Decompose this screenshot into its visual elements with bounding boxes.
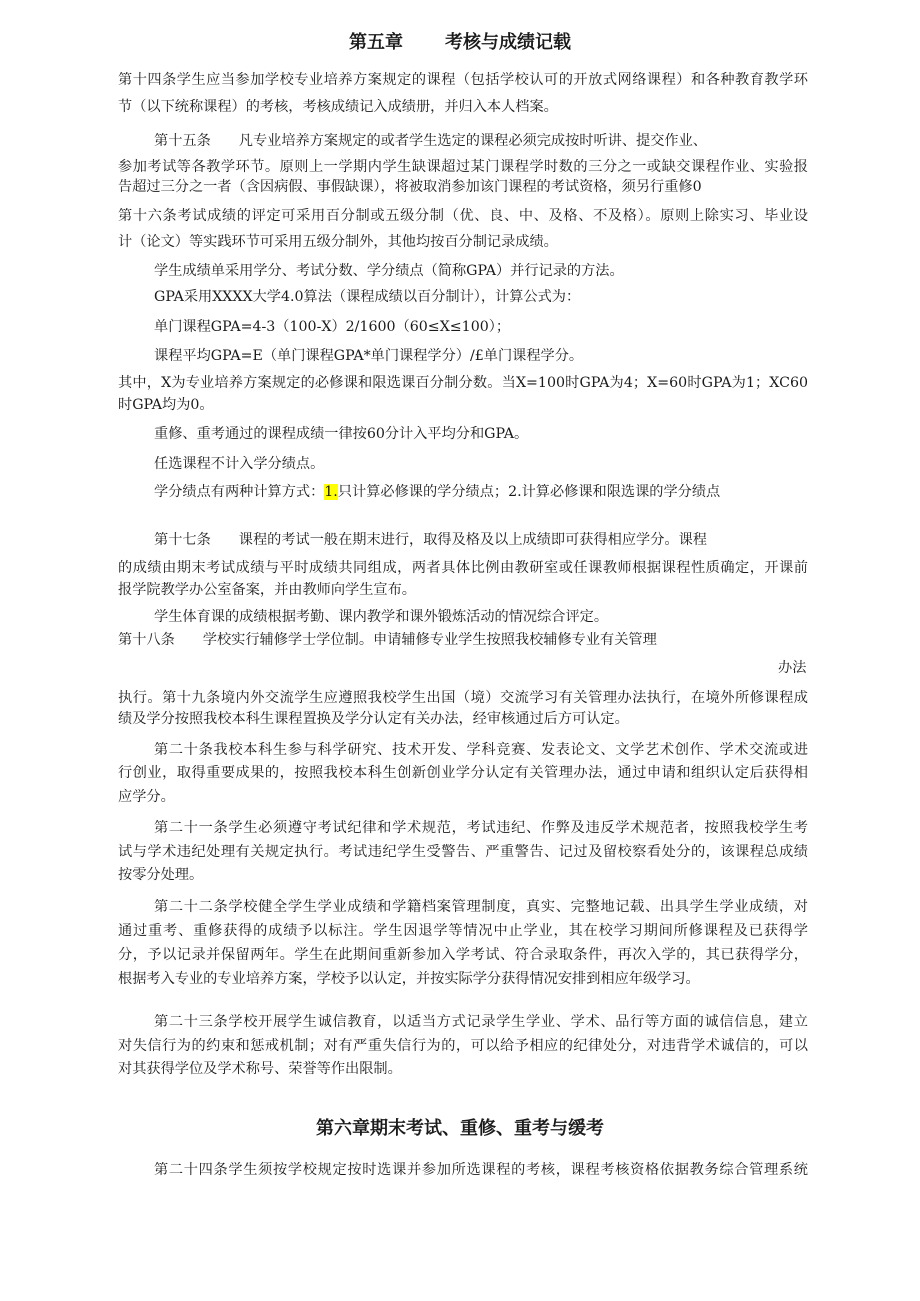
article-22-line-3: 分，予以记录并保留两年。学生在此期间重新参加入学考试、符合录取条件，再次入学的，其已获得学分， [118, 947, 808, 963]
article-15-text: 凡专业培养方案规定的或者学生选定的课程必须完成按时听讲、提交作业、 [238, 133, 707, 149]
chapter5-heading [0, 28, 920, 54]
article-16-line-4: GPA采用XXXX大学4.0算法（课程成绩以百分制计），计算公式为： [154, 289, 581, 305]
gpa-methods: 只计算必修课的学分绩点；2.计算必修课和限选课的学分绩点 [337, 484, 721, 500]
article-20-line-1: 第二十条我校本科生参与科学研究、技术开发、学科竞赛、发表论文、文学艺术创作、学术交流或进 [154, 742, 808, 758]
article-22-line-4: 根据考入专业的专业培养方案，学校予以认定，并按实际学分获得情况安排到相应年级学习。 [118, 971, 700, 987]
article-22-line-2: 通过重考、重修获得的成绩予以标注。学生因退学等情况中止学业，其在校学习期间所修课程及已获得学 [118, 923, 808, 939]
article-19-line-1: 执行。第十九条境内外交流学生应遵照我校学生出国（境）交流学习有关管理办法执行，在境外所修课程成 [118, 690, 808, 706]
article-15-line-3: 告超过三分之一者（含因病假、事假缺课），将被取消参加该门课程的考试资格，须另行重修0 [118, 179, 702, 195]
article-14-line-2: 节（以下统称课程）的考核，考核成绩记入成绩册，并归入本人档案。 [118, 99, 558, 115]
article-16-line-2: 计（论文）等实践环节可采用五级分制外，其他均按百分制记录成绩。 [118, 234, 558, 250]
article-21-line-3: 按零分处理。 [118, 867, 204, 883]
article-16-line-9: 重修、重考通过的课程成绩一律按60分计入平均分和GPA。 [154, 426, 529, 442]
article-16-line-11 [154, 482, 720, 502]
article-17-line-4: 学生体育课的成绩根据考勤、课内教学和课外锻炼活动的情况综合评定。 [154, 609, 609, 625]
article-16-line-10: 任选课程不计入学分绩点。 [154, 456, 325, 472]
article-18-number: 第十八条 [118, 632, 175, 648]
article-18-text: 学校实行辅修学士学位制。申请辅修专业学生按照我校辅修专业有关管理 [202, 632, 657, 648]
article-22-line-1: 第二十二条学校健全学生学业成绩和学籍档案管理制度，真实、完整地记载、出具学生学业成绩，对 [154, 899, 808, 915]
article-15-line-1 [154, 131, 707, 151]
chapter5-title: 考核与成绩记载 [445, 32, 571, 53]
article-23-line-1: 第二十三条学校开展学生诚信教育，以适当方式记录学生学业、学术、品行等方面的诚信信息，建立 [154, 1014, 808, 1030]
article-18-line-2: 办法 [778, 660, 807, 676]
article-23-line-2: 对失信行为的约束和惩戒机制；对有严重失信行为的，可以给予相应的纪律处分，对违背学术诚信的，可以 [118, 1038, 808, 1054]
highlighted-text: 1. [324, 484, 338, 500]
article-14-line-1: 第十四条学生应当参加学校专业培养方案规定的课程（包括学校认可的开放式网络课程）和各种教育教学环 [118, 72, 808, 88]
article-16-line-3: 学生成绩单采用学分、考试分数、学分绩点（简称GPA）并行记录的方法。 [154, 263, 624, 279]
article-17-text: 课程的考试一般在期末进行，取得及格及以上成绩即可获得相应学分。课程 [238, 532, 707, 548]
article-16-line-7: 其中，X为专业培养方案规定的必修课和限选课百分制分数。当X=100时GPA为4；X=60时GPA为1；XC60 [118, 375, 808, 391]
chapter6-heading: 第六章期末考试、重修、重考与缓考 [316, 1118, 604, 1139]
article-20-line-2: 行创业，取得重要成果的，按照我校本科生创新创业学分认定有关管理办法，通过申请和组织认定后获得相 [118, 765, 808, 781]
article-17-line-1 [154, 530, 707, 550]
chapter5-number: 第五章 [349, 32, 403, 53]
article-17-line-3: 报学院教学办公室备案，并由教师向学生宣布。 [118, 582, 416, 598]
article-23-line-3: 对其获得学位及学术称号、荣誉等作出限制。 [118, 1061, 402, 1077]
article-21-line-2: 试与学术违纪处理有关规定执行。考试违纪学生受警告、严重警告、记过及留校察看处分的，该课程总成绩 [118, 844, 808, 860]
gpa-formula-single: 单门课程GPA=4-3（100-X）2/1600（60≤X≤100）； [154, 319, 511, 335]
gpa-method-intro: 学分绩点有两种计算方式： [154, 484, 325, 500]
article-24-line-1: 第二十四条学生须按学校规定按时选课并参加所选课程的考核，课程考核资格依据教务综合管理系统 [154, 1162, 808, 1178]
article-19-line-2: 绩及学分按照我校本科生课程置换及学分认定有关办法，经审核通过后方可认定。 [118, 711, 629, 727]
article-15-number: 第十五条 [154, 133, 211, 149]
article-20-line-3: 应学分。 [118, 789, 175, 805]
article-21-line-1: 第二十一条学生必须遵守考试纪律和学术规范，考试违纪、作弊及违反学术规范者，按照我校学生考 [154, 820, 808, 836]
article-17-line-2: 的成绩由期末考试成绩与平时成绩共同组成，两者具体比例由教研室或任课教师根据课程性质确定，开课前 [118, 560, 808, 576]
article-15-line-2: 参加考试等各教学环节。原则上一学期内学生缺课超过某门课程学时数的三分之一或缺交课程作业、实验报 [118, 159, 808, 175]
article-16-line-8: 时GPA均为0。 [118, 397, 214, 413]
gpa-formula-average: 课程平均GPA=E（单门课程GPA*单门课程学分）/£单门课程学分。 [154, 348, 584, 364]
article-17-number: 第十七条 [154, 532, 211, 548]
article-16-line-1: 第十六条考试成绩的评定可采用百分制或五级分制（优、良、中、及格、不及格）。原则上除实习、毕业设 [118, 208, 808, 224]
article-18-line-1 [118, 630, 657, 650]
